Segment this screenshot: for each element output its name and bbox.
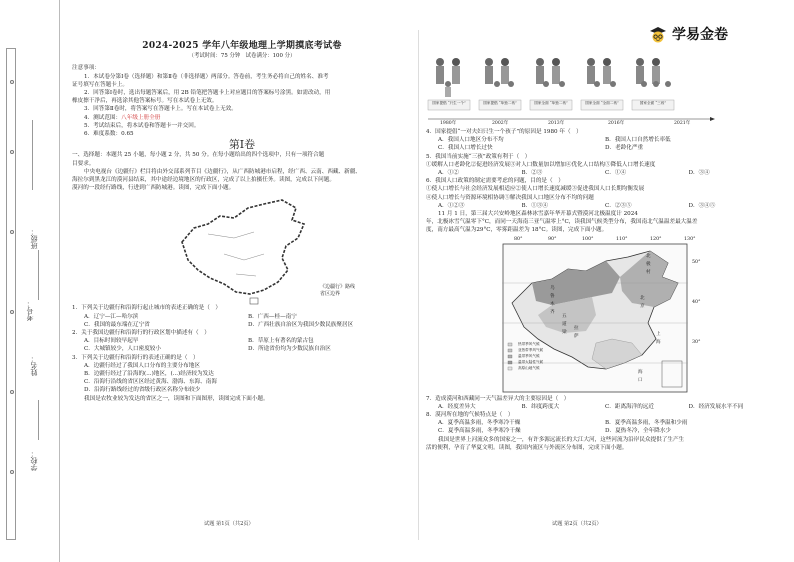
binding-hole xyxy=(10,470,14,474)
q7-option-c[interactable]: C．距离海洋的远近 xyxy=(605,403,655,410)
q2-option-a[interactable]: A．目标时间较早起早 xyxy=(84,338,139,345)
brand-logo xyxy=(648,24,728,44)
instruction-line: 目要求。 xyxy=(72,160,95,167)
year-label: 2021年 xyxy=(674,121,691,126)
page-2-footer: 试题 第2页（共2页） xyxy=(552,521,602,527)
q6-option-b[interactable]: B．①③④ xyxy=(521,202,548,209)
notice-line: 橡皮擦干净后，再选涂其他答案标号。写在本试卷上无效。 xyxy=(72,98,218,105)
place-label: 北极村 xyxy=(646,253,651,276)
q5-option-d[interactable]: D．③④ xyxy=(688,170,710,177)
notice-line xyxy=(72,114,412,122)
question-4: 4．国家提倡“一对夫妇只生一个孩子”的原因是 1980 年（ ） xyxy=(426,129,582,135)
exam-meta: （考试时间：75 分钟 试卷满分：100 分） xyxy=(188,53,296,60)
section-heading: 第Ⅰ卷 xyxy=(228,138,256,152)
brand-name: 学易金卷 xyxy=(672,27,728,43)
legend-item: 亚热带季风气候 xyxy=(518,347,544,352)
q2-option-b[interactable]: B．草原上有著名的蒙古包 xyxy=(248,338,314,345)
notice-line: 3．回答第Ⅱ卷时，将答案写在答题卡上。写在本试卷上无效。 xyxy=(84,106,237,113)
q4-option-a[interactable]: A．我国人口地区分布不均 xyxy=(438,137,504,144)
q4-options xyxy=(426,136,772,152)
q1-option-c[interactable]: C．我国的最东端在辽宁省 xyxy=(84,321,150,328)
school-field-label: 学校： xyxy=(30,450,38,471)
border-route-map xyxy=(72,192,412,304)
notice-scope-label: 4．测试范围： xyxy=(84,114,122,121)
binding-hole xyxy=(10,230,14,234)
legend-route: 《边疆行》路线 xyxy=(320,284,356,291)
legend-item: 热带季风气候 xyxy=(518,341,540,346)
legend-item: 温带季风气候 xyxy=(518,353,540,358)
lat-label: 50° xyxy=(692,259,701,265)
q8-option-c[interactable]: C．夏季高温多雨，冬季寒冷干燥 xyxy=(438,428,521,435)
passage-tail: 我国是农牧业较为发达的省区之一，读图和下面图形，读图完成下面小题。 xyxy=(84,395,269,402)
number-line xyxy=(32,120,33,190)
exam-title: 2024-2025 学年八年级地理上学期摸底考试卷 xyxy=(142,41,342,51)
question-7: 7．造成漠河和西藏同一天气温差异大的主要原因是（ ） xyxy=(426,395,570,402)
lon-label: 130° xyxy=(684,236,696,242)
q2-option-c[interactable]: C．大城镇较少，人口密度较小 xyxy=(84,346,161,353)
passage-line: 中央电视台《边疆行》栏目将由外交部系列节目《边疆行》，从广西防城港市启程，经广西、云南、西藏、新疆、 xyxy=(84,168,361,175)
q7-option-b[interactable]: B．纬度跨度大 xyxy=(521,403,560,410)
passage-line: 漠河的一段经行路线，行进到广西防城港。读图，完成下面小题。 xyxy=(72,185,235,192)
q1-options xyxy=(72,313,412,329)
year-label: 1980年 xyxy=(440,121,457,126)
climate-type-map xyxy=(426,235,772,395)
q6-statements: ④使人口增长与资源环境相协调⑤解决我国人口地区分布不均的问题 xyxy=(426,194,594,201)
q5-statements: ①缓解人口老龄化②促进经济发展③对人口数量加以增加④优化人口结构⑤降低人口增长速度 xyxy=(426,161,656,168)
place-label: 北京 xyxy=(640,295,645,309)
legend-border: 省区边界 xyxy=(320,291,341,298)
place-label: 五道梁 xyxy=(562,313,567,336)
lon-label: 90° xyxy=(548,236,557,242)
policy-label: 国家提倡 “单独二孩” xyxy=(483,101,517,105)
binding-hole xyxy=(10,150,14,154)
q6-statements: ①使人口增长与社会经济发展相适应②使人口增长速度减缓③促进我国人口长期均衡发展 xyxy=(426,186,645,193)
place-label: 上海 xyxy=(656,331,661,345)
q8-options xyxy=(426,419,772,435)
notice-line: 2．回答第Ⅰ卷时，选出每题答案后，用 2B 铅笔把答题卡上对应题目的答案标号涂黑。如需改动，用 xyxy=(84,90,331,97)
q8-option-d[interactable]: D．夏热冬冷，全年降水少 xyxy=(605,428,672,435)
test-scope: 八年级上册全册 xyxy=(121,114,161,121)
q5-option-c[interactable]: C．①④ xyxy=(605,170,627,177)
q6-option-c[interactable]: C．②③⑤ xyxy=(605,202,632,209)
question-6: 6．我国人口政策的制定需要考虑的问题，目的是（ ） xyxy=(426,178,564,185)
binding-hole xyxy=(10,80,14,84)
q2-option-d[interactable]: D．所途省份均为少数民族自治区 xyxy=(248,346,331,353)
q6-options xyxy=(426,202,772,210)
q7-option-a[interactable]: A．经度差异大 xyxy=(438,403,476,410)
q8-option-b[interactable]: B．夏季高温多雨，冬季温和少雨 xyxy=(605,420,688,427)
exam-page-1 xyxy=(72,42,412,547)
legend-item: 温带大陆性气候 xyxy=(518,359,544,364)
place-label: 乌鲁木齐 xyxy=(550,285,555,316)
passage-tail: 活的便利，孕育了华夏文明。读图，我国内流区与外流区分布图，完成下面小题。 xyxy=(426,444,628,451)
class-line xyxy=(38,250,39,300)
passage-tail: 我国是世界上河流众多的国家之一，有许多源远流长的大江大河，这些河流为沿岸民众提供了生产生 xyxy=(438,436,685,443)
legend-item: 高原山地气候 xyxy=(518,365,540,370)
q4-option-b[interactable]: B．我国人口自然增长率低 xyxy=(605,137,671,144)
notice-line: 证号填写在答题卡上。 xyxy=(72,81,128,88)
school-line xyxy=(38,400,39,440)
map-latitudes xyxy=(692,243,701,363)
q7-options xyxy=(426,403,772,411)
notice-line: 6．难度系数：0.65 xyxy=(84,131,134,138)
climate-legend xyxy=(518,341,543,371)
place-label: 海口 xyxy=(638,369,643,383)
policy-labels xyxy=(426,101,676,106)
q1-option-a[interactable]: A．辽宁—江—哈尔滨 xyxy=(84,313,139,320)
page-1-footer: 试题 第1页（共2页） xyxy=(204,521,254,527)
passage-line: 度，南方最高气温为29°C，零雾距温差为 18°C。读图，完成下面小题。 xyxy=(426,227,608,234)
q3-option-c[interactable]: C．沿海行沿线的省区区经过黄海、渤海、东海、南海 xyxy=(84,379,217,386)
page-divider xyxy=(418,30,419,540)
lat-label: 30° xyxy=(692,339,701,345)
q4-option-c[interactable]: C．我国人口增长过快 xyxy=(438,145,493,152)
q6-option-a[interactable]: A．①②③ xyxy=(438,202,465,209)
lon-label: 100° xyxy=(582,236,594,242)
timeline-arrow xyxy=(426,116,716,124)
glasses-face-icon xyxy=(648,25,668,43)
policy-label: 国家全面 “单独二孩” xyxy=(534,101,568,105)
lat-label: 40° xyxy=(692,299,701,305)
q3-option-d[interactable]: D．沿海行路线经过的省级行政区名称分布较少 xyxy=(84,387,201,394)
notice-line: 1．本试卷分第Ⅰ卷（选择题）和第Ⅱ卷（非选择题）两部分。答卷前，考生务必将自己的姓名、准考 xyxy=(84,73,329,80)
question-8: 8．漠河所在地的气候特点是（ ） xyxy=(426,412,514,419)
year-label: 2002年 xyxy=(492,121,509,126)
q3-option-b[interactable]: B．边疆行经过了沿海的(...)地区，(...)经济较为发达 xyxy=(84,371,214,378)
map-legend xyxy=(320,284,355,298)
exam-page-2 xyxy=(426,54,772,559)
q4-option-d[interactable]: D．老龄化严重 xyxy=(605,145,644,152)
q6-option-d[interactable]: D．③④⑤ xyxy=(688,202,716,209)
number-field-label: 考号： xyxy=(26,300,34,321)
year-label: 2013年 xyxy=(548,121,565,126)
instruction-line: 一、选择题：本题共 25 小题，每小题 2 分，共 50 分。在每小题给出的四个选项中，只有一项符合题 xyxy=(72,152,325,159)
q5-options xyxy=(426,169,772,177)
name-field-label: 姓名： xyxy=(30,355,38,376)
china-outline-map xyxy=(164,194,324,306)
year-label: 2016年 xyxy=(608,121,625,126)
place-label: 拉萨 xyxy=(574,325,579,339)
notice-heading: 注意事项： xyxy=(72,65,100,72)
q7-option-d[interactable]: D．经济发展水平不同 xyxy=(688,403,744,410)
q8-option-a[interactable]: A．夏季高温多雨，冬季寒冷干燥 xyxy=(438,420,521,427)
lon-label: 120° xyxy=(650,236,662,242)
passage-line: 海拉尔到黑龙江的漠河县结束，其中途经边境地区的行政区，完成了以上拍摄任务。读图，完成以下问题。 xyxy=(72,177,335,184)
binding-strip xyxy=(6,48,16,540)
binding-hole xyxy=(10,390,14,394)
question-3: 3．下列关于边疆行和沿海行的表述正确的是（ ） xyxy=(72,354,199,361)
class-field-label: 班级： xyxy=(30,228,38,249)
family-policy-timeline xyxy=(426,54,772,128)
question-1: 1．下列关于边疆行和沿海行起止城市的表述正确的是（ ） xyxy=(72,305,221,312)
question-2: 2．关于我国边疆行和沿海行的行政区划中描述有（ ） xyxy=(72,330,210,337)
q2-options xyxy=(72,337,412,353)
q1-option-d[interactable]: D．广西壮族自治区为我国少数民族聚居区 xyxy=(248,321,354,328)
binding-margin xyxy=(0,0,60,562)
policy-label: 国家全面 “全面二孩” xyxy=(585,101,619,105)
policy-label: 国家提倡 “只生一个” xyxy=(432,101,466,105)
notice-line: 5．考试结束后，将本试卷和答题卡一并交回。 xyxy=(84,122,200,129)
q5-option-a[interactable]: A．①② xyxy=(438,170,459,177)
lon-label: 80° xyxy=(514,236,523,242)
lon-label: 110° xyxy=(616,236,628,242)
binding-hole xyxy=(10,310,14,314)
policy-label: 国家全面 “三孩” xyxy=(639,101,667,105)
question-5: 5．我国当前实施“三孩”政策有利于（ ） xyxy=(426,153,531,160)
passage-line: 11 月 1 日，第三届大兴安岭地区森林冰雪嘉年华开幕式暨漠河北极温度计 2024 xyxy=(438,211,638,218)
passage-line: 年，北极冰雪气温零下°C，而同一天海南三亚气温零上°C，读我国气候类型分布，我国南北气温温差最大温差 xyxy=(426,219,698,226)
q3-option-a[interactable]: A．边疆行经过了我国人口分布的主要分布地区 xyxy=(84,362,200,369)
q5-option-b[interactable]: B．②③ xyxy=(521,170,543,177)
q1-option-b[interactable]: B．广西—桂—南宁 xyxy=(248,313,297,320)
